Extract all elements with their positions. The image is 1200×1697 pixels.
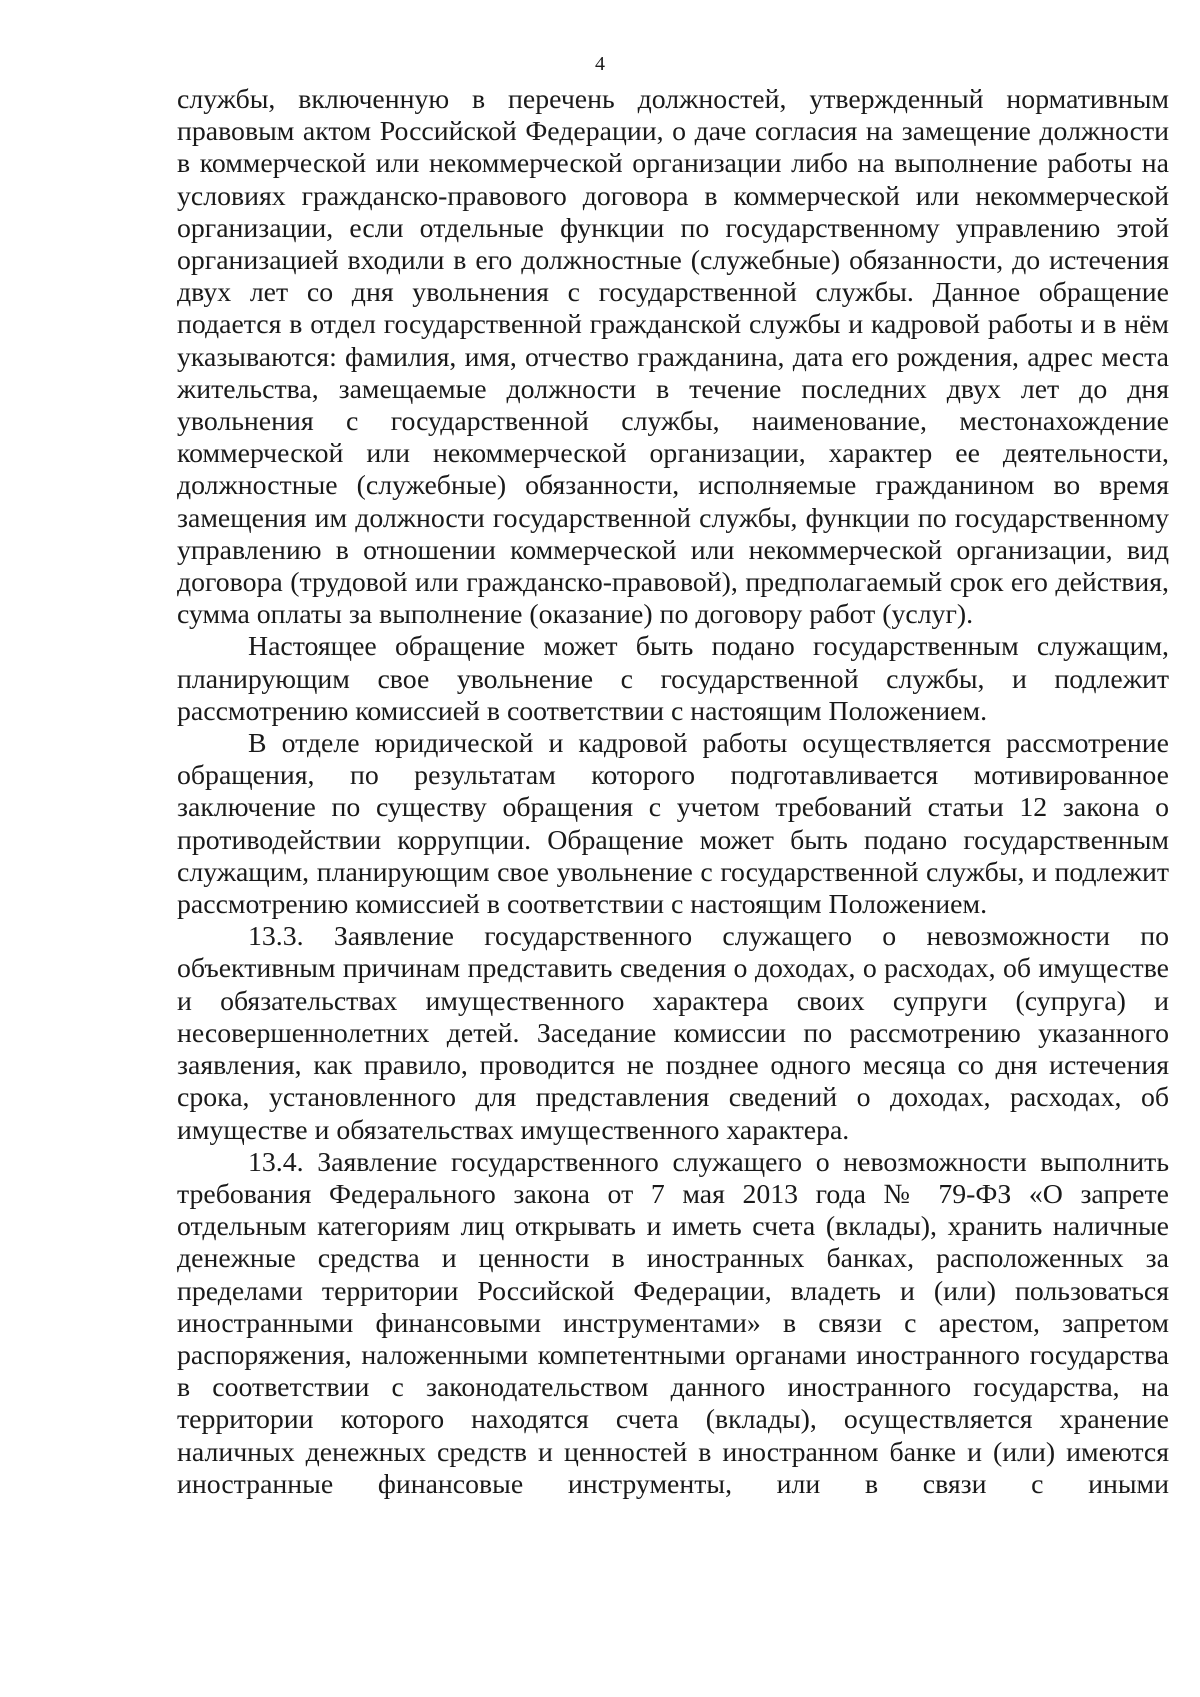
paragraph-continuation: службы, включенную в перечень должностей, утвержденный нормативным правовым актом Российской Федерации, о даче согласия на замещение должности в коммерческой или некоммерческой организации либо на выполнение работы на условиях гражданско-правового договора в коммерческой или некоммерческой организации, если отдельные функции по государственному управлению этой организацией входили в его должностные (служебные) обязанности, до истечения двух лет со дня увольнения с государственной службы. Данное обращение подается в отдел государственной гражданской службы и кадровой работы и в нём указываются: фамилия, имя, отчество гражданина, дата его рождения, адрес места жительства, замещаемые должности в течение последних двух лет до дня увольнения с государственной службы, наименование, местонахождение коммерческой или некоммерческой организации, характер ее деятельности, должностные (служебные) обязанности, исполняемые гражданином во время замещения им должности государственной службы, функции по государственному управлению в отношении коммерческой или некоммерческой организации, вид договора (трудовой или гражданско-правовой), предполагаемый срок его действия, сумма оплаты за выполнение (оказание) по договору работ (услуг). bbox=[177, 84, 1169, 631]
page-number: 4 bbox=[595, 53, 605, 75]
paragraph-appeal-submission: Настоящее обращение может быть подано государственным служащим, планирующим свое увольнение с государственной службы, и подлежит рассмотрению комиссией в соответствии с настоящим Положением. bbox=[177, 631, 1169, 727]
paragraph-13-3: 13.3. Заявление государственного служащего о невозможности по объективным причинам представить сведения о доходах, о расходах, об имуществе и обязательствах имущественного характера своих супруги (супруга) и несовершеннолетних детей. Заседание комиссии по рассмотрению указанного заявления, как правило, проводится не позднее одного месяца со дня истечения срока, установленного для представления сведений о доходах, расходах, об имуществе и обязательствах имущественного характера. bbox=[177, 921, 1169, 1146]
paragraph-13-4: 13.4. Заявление государственного служащего о невозможности выполнить требования Федерального закона от 7 мая 2013 года № 79-ФЗ «О запрете отдельным категориям лиц открывать и иметь счета (вклады), хранить наличные денежные средства и ценности в иностранных банках, расположенных за пределами территории Российской Федерации, владеть и (или) пользоваться иностранными финансовыми инструментами» в связи с арестом, запретом распоряжения, наложенными компетентными органами иностранного государства в соответствии с законодательством данного иностранного государства, на территории которого находятся счета (вклады), осуществляется хранение наличных денежных средств и ценностей в иностранном банке и (или) имеются иностранные финансовые инструменты, или в связи с иными bbox=[177, 1146, 1169, 1500]
paragraph-appeal-review: В отделе юридической и кадровой работы осуществляется рассмотрение обращения, по результатам которого подготавливается мотивированное заключение по существу обращения с учетом требований статьи 12 закона о противодействии коррупции. Обращение может быть подано государственным служащим, планирующим свое увольнение с государственной службы, и подлежит рассмотрению комиссией в соответствии с настоящим Положением. bbox=[177, 728, 1169, 921]
document-body bbox=[177, 84, 1169, 1501]
